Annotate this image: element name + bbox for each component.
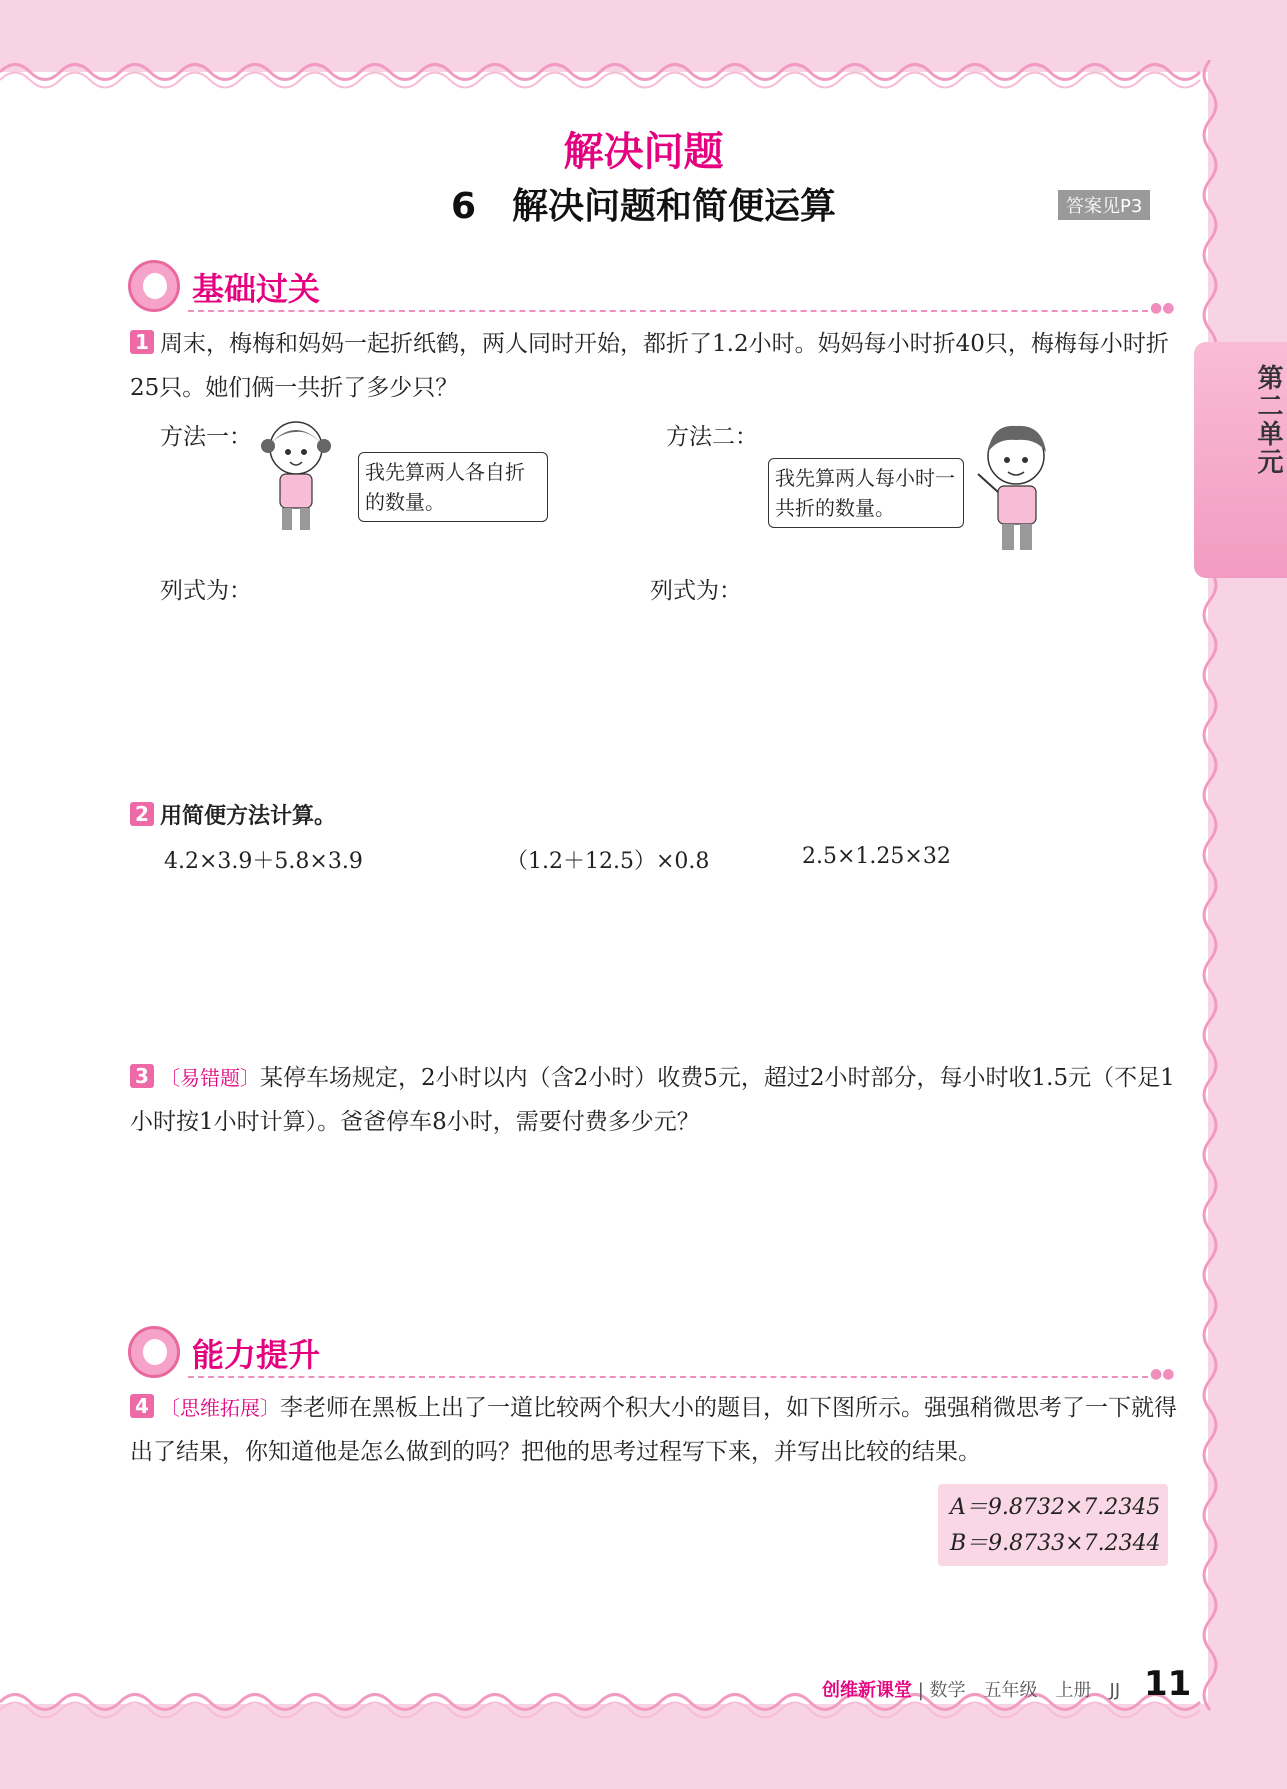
lesson-title: 6 解决问题和简便运算	[450, 186, 837, 227]
monkey-mascot-icon	[128, 1326, 180, 1378]
footer-subject: | 数学 五年级 上册 JJ	[917, 1680, 1121, 1701]
page-number: 11	[1144, 1664, 1192, 1704]
section-header-basic	[128, 260, 1175, 316]
footer-info	[822, 1676, 1120, 1702]
dots-decoration-icon: ●●	[1150, 300, 1175, 316]
method-2-label: 方法二：	[666, 424, 758, 450]
question-number: 3	[130, 1064, 154, 1088]
category-title: 解决问题	[563, 129, 724, 175]
question-4	[130, 1386, 1180, 1474]
question-2	[130, 794, 1180, 839]
wavy-border-right	[1196, 60, 1232, 1720]
comparison-box	[938, 1484, 1168, 1566]
question-text: 用简便方法计算。	[160, 804, 337, 829]
wavy-border-top	[0, 52, 1220, 92]
product-a: A＝9.8732×7.2345	[950, 1495, 1161, 1520]
question-text: 周末，梅梅和妈妈一起折纸鹤，两人同时开始，都折了1.2小时。妈妈每小时折40只，梅梅每小时折25只。她们俩一共折了多少只？	[130, 331, 1169, 401]
section-divider	[188, 310, 1148, 312]
question-3	[130, 1056, 1180, 1144]
section-header-advanced	[128, 1326, 1175, 1382]
speech-bubble-girl: 我先算两人各自折的数量。	[358, 452, 548, 522]
girl-mascot-icon	[128, 260, 180, 312]
dots-decoration-icon: ●●	[1150, 1366, 1175, 1382]
answer-reference: 答案见P3	[1058, 190, 1150, 220]
boy-illustration-icon	[970, 418, 1060, 556]
question-tag: 〔易错题〕	[160, 1066, 260, 1090]
section-title-advanced: 能力提升	[192, 1336, 321, 1374]
formula-label-2: 列式为：	[650, 578, 742, 604]
girl-illustration-icon	[258, 416, 338, 534]
method-1-label: 方法一：	[160, 424, 252, 450]
section-divider	[188, 1376, 1148, 1378]
section-title-basic: 基础过关	[192, 270, 321, 308]
question-1	[130, 322, 1180, 410]
speech-bubble-boy: 我先算两人每小时一共折的数量。	[768, 458, 964, 528]
question-tag: 〔思维拓展〕	[160, 1396, 280, 1420]
product-b: B＝9.8733×7.2344	[950, 1531, 1161, 1556]
formula-label-1: 列式为：	[160, 578, 252, 604]
expression-2: （1.2＋12.5）×0.8	[506, 849, 710, 874]
question-number: 4	[130, 1394, 154, 1418]
expression-1: 4.2×3.9＋5.8×3.9	[164, 849, 363, 874]
footer-brand: 创维新课堂	[822, 1680, 912, 1701]
question-text: 李老师在黑板上出了一道比较两个积大小的题目，如下图所示。强强稍微思考了一下就得出了结果，你知道他是怎么做到的吗？把他的思考过程写下来，并写出比较的结果。	[130, 1395, 1177, 1465]
question-number: 1	[130, 330, 154, 354]
unit-side-tab-label: 第二单元	[1253, 364, 1283, 476]
question-text: 某停车场规定，2小时以内（含2小时）收费5元，超过2小时部分，每小时收1.5元（不足1小时按1小时计算）。爸爸停车8小时，需要付费多少元？	[130, 1065, 1175, 1135]
expression-3: 2.5×1.25×32	[802, 844, 951, 869]
question-number: 2	[130, 802, 154, 826]
unit-side-tab	[1194, 342, 1287, 578]
